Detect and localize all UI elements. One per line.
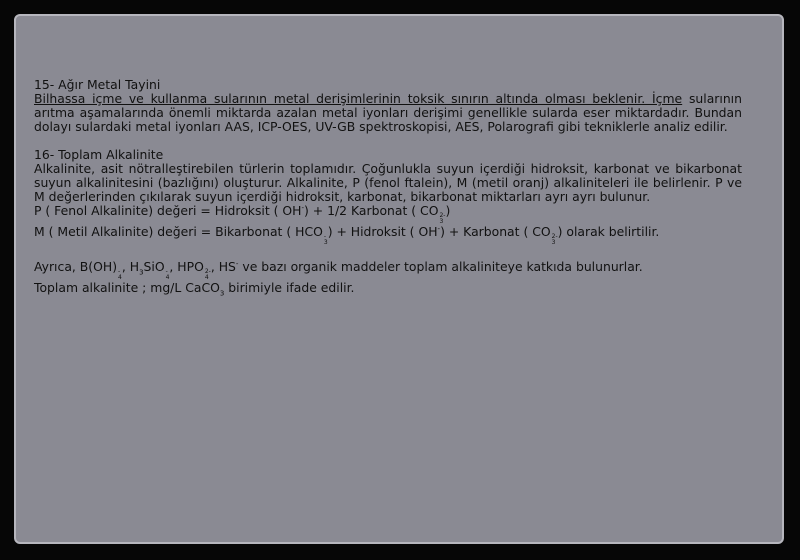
subscript-four: 4 [165,274,170,281]
unit-tail: birimiyle ifade edilir. [224,280,355,295]
m-formula-part4: ) olarak belirtilir. [557,224,660,239]
superscript-charge: 2- [439,212,446,219]
additional-species-tail: ve bazı organik maddeler toplam alkaliniteye katkıda bulunurlar. [238,259,643,274]
section-15-text: sularının arıtma aşamalarında önemli miktarda azalan metal iyonları derişimi genellikle sularda eser miktardadır. Bundan dolayı sulardaki metal iyonları AAS, ICP-OES, UV-GB spektroskopisi, AES, Polarografi gibi tekniklerle analiz edilir. [34,91,742,134]
boric-acid-text: Ayrıca, B(OH) [34,259,118,274]
m-formula-part2: ) + Hidroksit ( OH [327,224,438,239]
total-alkalinity-unit-line [34,280,742,298]
section-15-body [34,92,742,134]
phosphate-text: , HPO [169,259,204,274]
m-formula-part3: ) + Karbonat ( CO [440,224,551,239]
additional-species-line [34,260,742,281]
superscript-minus: - [235,259,239,268]
section-15-title: 15- Ağır Metal Tayini [34,77,161,92]
superscript-minus: - [437,224,441,233]
m-formula-part1: M ( Metil Alkalinite) değeri = Bikarbonat ( HCO [34,224,323,239]
subscript-three: 3 [439,218,444,225]
unit-text: Toplam alkalinite ; mg/L CaCO [34,280,220,295]
silicate-text-1: , H [121,259,140,274]
superscript-minus: - [118,268,121,275]
subscript-four: 4 [118,274,122,281]
superscript-charge: 2- [551,233,558,240]
p-alkalinity-formula [34,204,742,225]
slide-content [34,77,742,298]
spacer [34,246,742,260]
subscript-four: 4 [204,274,209,281]
subscript-three: 3 [551,239,556,246]
bisulfide-text: , HS [210,259,236,274]
subscript-three: 3 [219,289,225,298]
section-15-underlined-line: Bilhassa içme ve kullanma sularının metal derişimlerinin toksik sınırın altında olması beklenir. İçme [34,91,683,106]
m-alkalinity-formula [34,225,742,246]
section-16-paragraph: Alkalinite, asit nötralleştirebilen türlerin toplamıdır. Çoğunlukla suyun içerdiği hidroksit, karbonat ve bikarbonat suyun alkalinitesini (bazlığını) oluşturur. Alkalinite, P (fenol ftalein), M (metil oranj) alkaliniteleri ile belirlenir. P ve M değerlerinden çıkılarak suyun içerdiği hidroksit, karbonat, bikarbonat miktarları ayrı ayrı bulunur. [34,161,742,204]
subscript-three: 3 [139,268,144,277]
subscript-three: 3 [323,239,328,246]
p-formula-part2: ) + 1/2 Karbonat ( CO [304,203,439,218]
section-16-title: 16- Toplam Alkalinite [34,147,164,162]
superscript-minus: - [301,203,305,212]
superscript-charge: 2- [204,268,211,275]
silicate-text-2: SiO [143,259,165,274]
spacer [34,134,742,148]
superscript-minus: - [165,268,168,275]
p-formula-part3: ) [445,203,451,218]
p-formula-part1: P ( Fenol Alkalinite) değeri = Hidroksit ( OH [34,203,302,218]
superscript-minus: - [323,233,327,240]
